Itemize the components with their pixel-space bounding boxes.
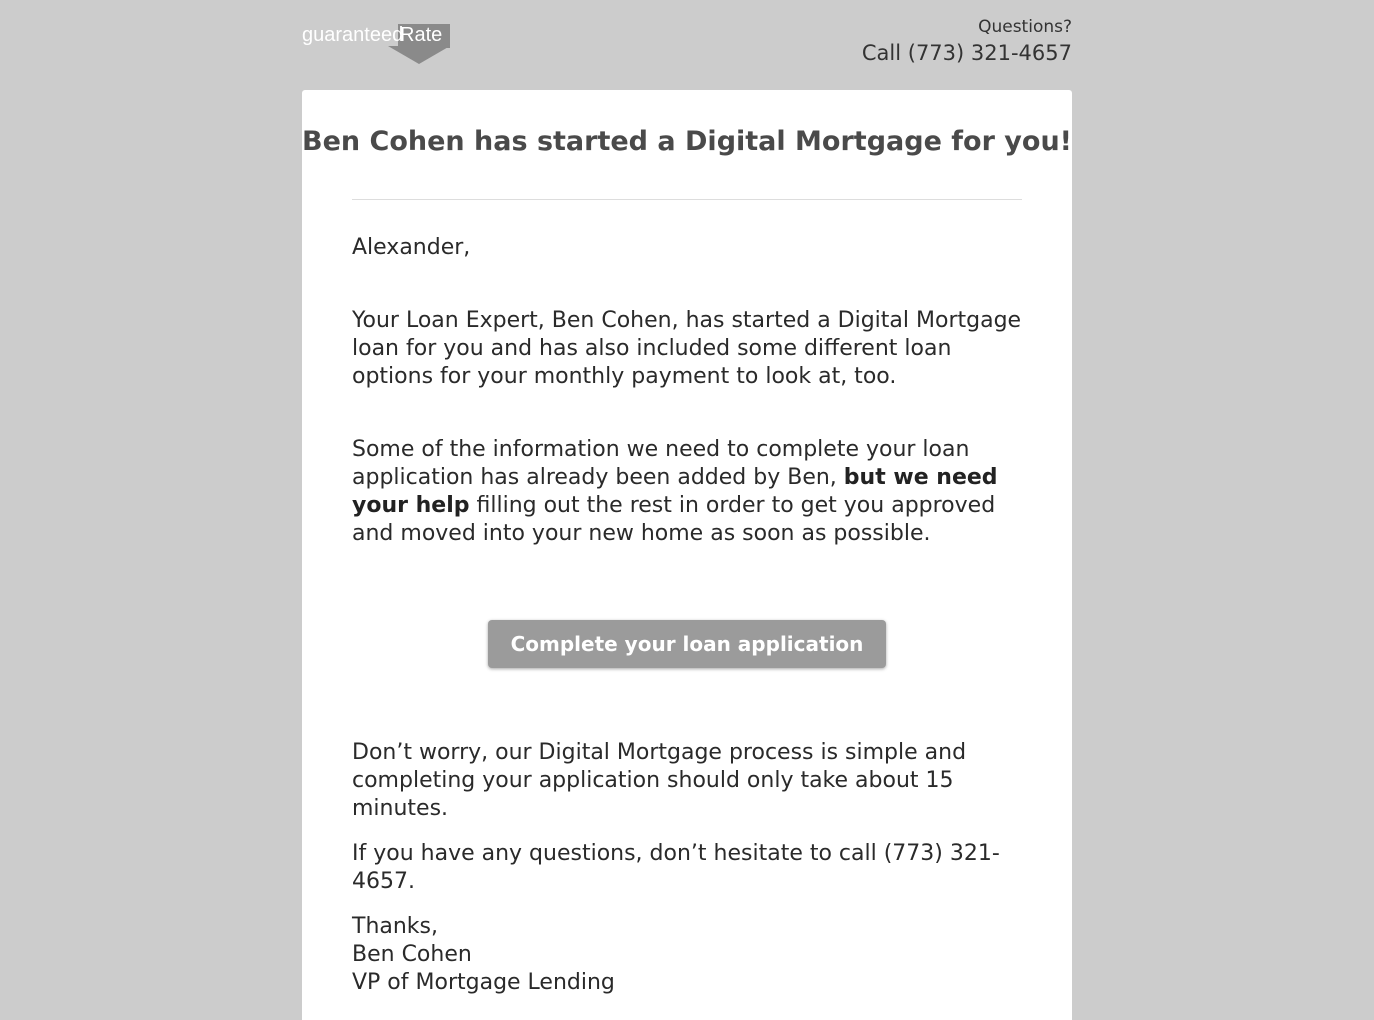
paragraph-need-help-bold: but we need your help: [352, 465, 998, 518]
paragraph-need-help: [352, 436, 1022, 548]
paragraph-need-help-start: Some of the information we need to complete your loan application has already been added by Ben,: [352, 437, 970, 490]
complete-loan-application-button[interactable]: Complete your loan application: [488, 620, 886, 668]
questions-label: Questions?: [978, 17, 1072, 37]
logo-word-guaranteed: guaranteed: [302, 24, 404, 46]
email-title: Ben Cohen has started a Digital Mortgage for you!: [302, 126, 1072, 157]
title-divider: [352, 199, 1022, 200]
paragraph-questions-call: If you have any questions, don’t hesitate to call (773) 321-4657.: [352, 841, 1000, 894]
email-card: [302, 90, 1072, 1020]
signoff: [352, 913, 1022, 997]
paragraph-loan-started: Your Loan Expert, Ben Cohen, has started a Digital Mortgage loan for you and has also included some different loan options for your monthly payment to look at, too.: [352, 308, 1022, 389]
signoff-title: VP of Mortgage Lending: [352, 970, 615, 995]
email-header: [302, 0, 1072, 90]
signoff-name: Ben Cohen: [352, 942, 472, 967]
call-phone-link[interactable]: Call (773) 321-4657: [861, 41, 1072, 65]
contact-block: [862, 16, 1072, 68]
paragraph-need-help-end: filling out the rest in order to get you approved and moved into your new home as soon as possible.: [352, 493, 996, 546]
logo-arrow-icon: [388, 46, 450, 64]
guaranteed-rate-logo[interactable]: [302, 22, 452, 66]
greeting: Alexander,: [352, 235, 471, 260]
signoff-thanks: Thanks,: [352, 914, 439, 939]
paragraph-dont-worry: Don’t worry, our Digital Mortgage process is simple and completing your application should only take about 15 minutes.: [352, 740, 967, 821]
logo-word-rate: Rate: [400, 24, 443, 46]
